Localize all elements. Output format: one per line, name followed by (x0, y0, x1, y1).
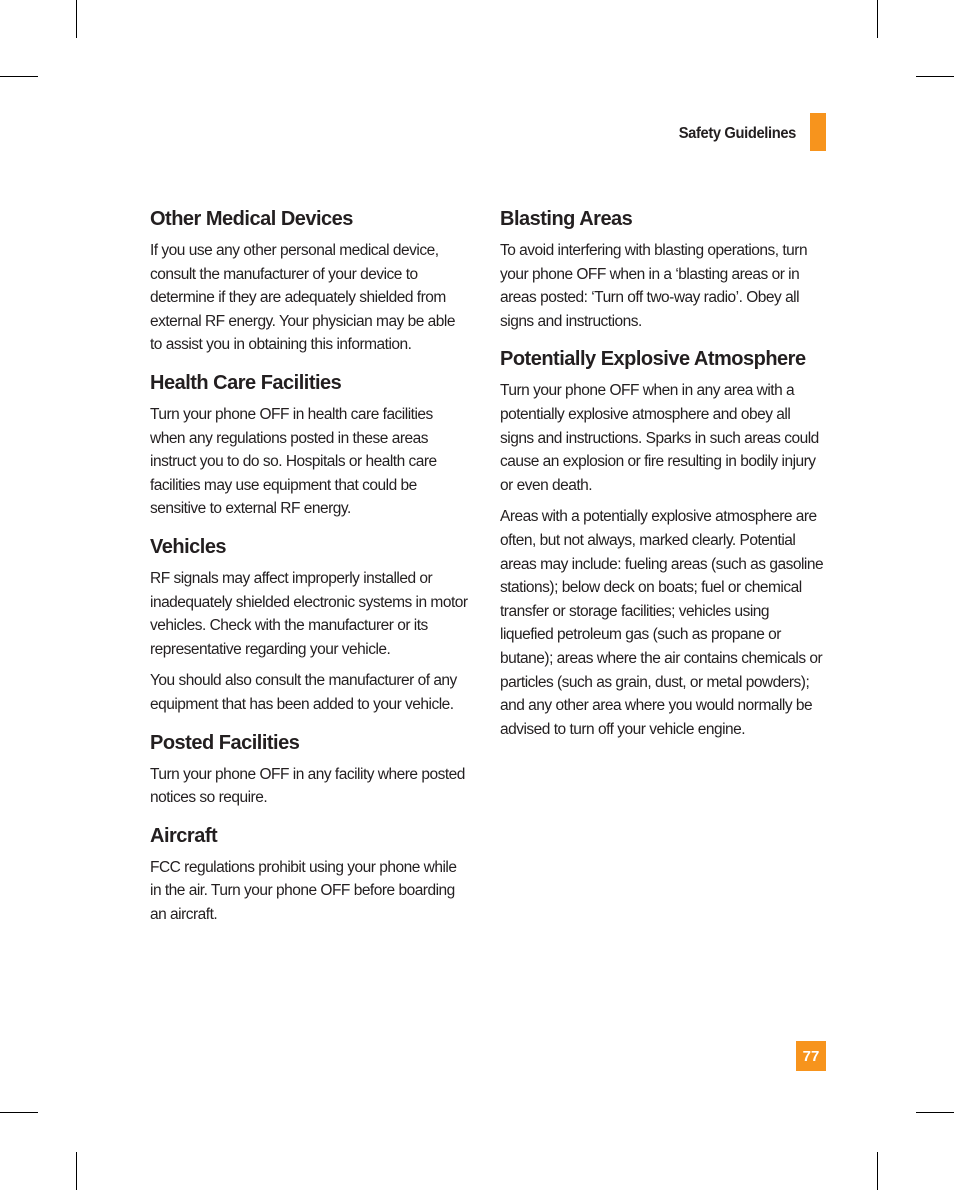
crop-mark (916, 76, 954, 77)
section-paragraph: To avoid interfering with blasting operations, turn your phone OFF when in a ‘blasting areas or in areas posted: ‘Turn off two-way radio’. Obey all signs and instructions. (500, 242, 808, 330)
section-paragraph: Turn your phone OFF in any facility where posted notices so require. (150, 765, 465, 807)
section-posted-facilities (150, 729, 470, 810)
section-paragraph: RF signals may affect improperly installed or inadequately shielded electronic systems in motor vehicles. Check with the manufacturer or its representative regarding your vehicle. (150, 569, 468, 658)
crop-mark (76, 1152, 77, 1190)
section-paragraph: If you use any other personal medical device, consult the manufacturer of your device to determine if they are adequately shielded from external RF energy. Your physician may be able to assist you in obtaining this information. (150, 242, 455, 354)
page-number-badge: 77 (796, 1041, 826, 1071)
page-header-title: Safety Guidelines (678, 125, 796, 142)
section-paragraph: Turn your phone OFF in health care facilities when any regulations posted in these areas instruct you to do so. Hospitals or health care facilities may use equipment that could be sensitive to external RF energy. (150, 405, 437, 518)
section-heading: Posted Facilities (150, 731, 300, 754)
section-heading: Health Care Facilities (150, 371, 342, 394)
section-paragraph: Turn your phone OFF when in any area with a potentially explosive atmosphere and obey all signs and instructions. Sparks in such areas could cause an explosion or fire resulting in bodily injury or even death. (500, 382, 819, 494)
section-vehicles (150, 533, 470, 717)
section-paragraph: FCC regulations prohibit using your phone while in the air. Turn your phone OFF before boarding an aircraft. (150, 858, 457, 923)
section-paragraph: Areas with a potentially explosive atmosphere are often, but not always, marked clearly. Potential areas may include: fueling areas (such as gasoline stations); below deck on boats; fuel or chemical transfer or storage facilities; vehicles using liquefied petroleum gas (such as propane or butane); areas where the air contains chemicals or particles (such as grain, dust, or metal powders); and any other area where you would normally be advised to turn off your vehicle engine. (500, 508, 824, 738)
crop-mark (0, 1112, 38, 1113)
section-heading: Other Medical Devices (150, 208, 353, 230)
left-column (150, 205, 470, 938)
section-heading: Potentially Explosive Atmosphere (500, 348, 806, 371)
section-heading: Aircraft (150, 824, 218, 847)
right-column (500, 205, 825, 753)
section-health-care-facilities (150, 369, 470, 521)
section-other-medical-devices (150, 205, 470, 357)
section-heading: Vehicles (150, 535, 227, 558)
section-aircraft (150, 822, 470, 927)
crop-mark (877, 1152, 878, 1190)
crop-mark (76, 0, 77, 38)
section-heading: Blasting Areas (500, 208, 633, 230)
section-blasting-areas (500, 205, 825, 333)
header-accent-tab (810, 113, 826, 151)
section-paragraph: You should also consult the manufacturer of any equipment that has been added to your vehicle. (150, 672, 457, 713)
crop-mark (877, 0, 878, 38)
section-potentially-explosive-atmosphere (500, 345, 825, 741)
crop-mark (916, 1112, 954, 1113)
crop-mark (0, 76, 38, 77)
